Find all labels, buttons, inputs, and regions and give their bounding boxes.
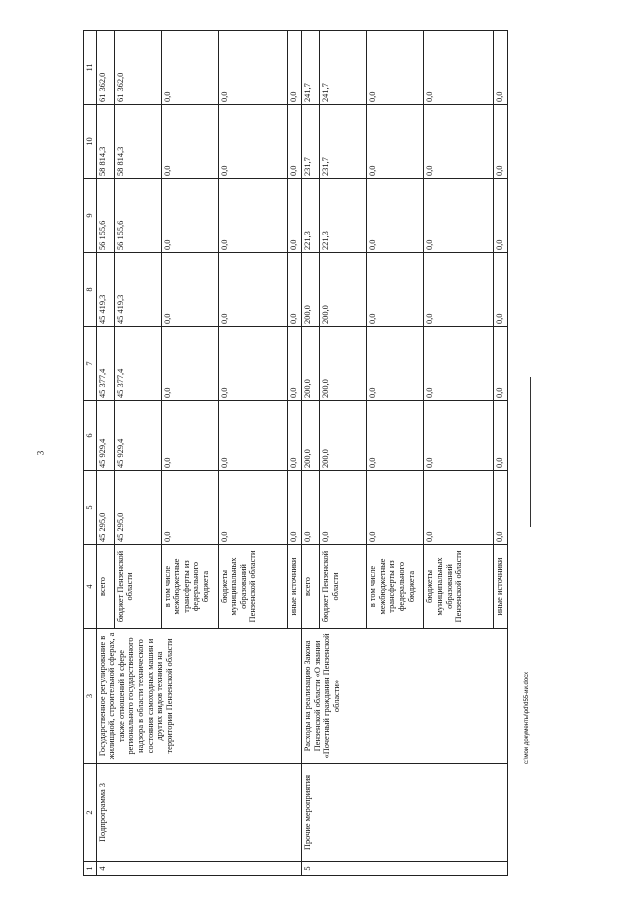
- value-cell: 0,0: [424, 31, 493, 105]
- value-cell: 0,0: [302, 471, 320, 545]
- value-cell: 200,0: [320, 401, 367, 471]
- row-name-cell: Подпрограмма 3: [96, 764, 302, 862]
- value-cell: 0,0: [493, 253, 507, 327]
- value-cell: 56 155,6: [114, 179, 161, 253]
- value-cell: 45 419,3: [96, 253, 114, 327]
- row-desc-cell: Государственное регулирование в жилищной, строительной сферах, а также отношений в сфере регионального государственного надзора в области технического состояния самоходных машин и других видов техники на территории Пензенской области: [96, 629, 302, 764]
- value-cell: 45 295,0: [114, 471, 161, 545]
- value-cell: 45 295,0: [96, 471, 114, 545]
- value-cell: 0,0: [493, 401, 507, 471]
- separator-line: [530, 377, 531, 527]
- col-header: 8: [84, 253, 97, 327]
- col-header: 4: [84, 545, 97, 629]
- col-header: 7: [84, 327, 97, 401]
- value-cell: 61 362,0: [96, 31, 114, 105]
- source-label-cell: бюджеты муниципальных образований Пензенской области: [424, 545, 493, 629]
- value-cell: 0,0: [424, 179, 493, 253]
- value-cell: 0,0: [288, 471, 302, 545]
- col-header: 10: [84, 105, 97, 179]
- value-cell: 200,0: [302, 253, 320, 327]
- value-cell: 45 377,4: [96, 327, 114, 401]
- value-cell: 0,0: [218, 401, 287, 471]
- budget-table: [83, 30, 508, 876]
- value-cell: 45 377,4: [114, 327, 161, 401]
- col-header: 6: [84, 401, 97, 471]
- value-cell: 200,0: [320, 327, 367, 401]
- value-cell: 0,0: [288, 401, 302, 471]
- value-cell: 0,0: [161, 31, 218, 105]
- value-cell: 0,0: [161, 253, 218, 327]
- value-cell: 0,0: [367, 327, 424, 401]
- page-number: 3: [35, 450, 46, 456]
- value-cell: 0,0: [424, 327, 493, 401]
- table-row: [96, 31, 114, 876]
- col-header: 2: [84, 764, 97, 862]
- col-header: 11: [84, 31, 97, 105]
- value-cell: 0,0: [424, 105, 493, 179]
- value-cell: 0,0: [367, 105, 424, 179]
- col-header: 9: [84, 179, 97, 253]
- value-cell: 0,0: [424, 471, 493, 545]
- value-cell: 0,0: [367, 471, 424, 545]
- value-cell: 0,0: [161, 401, 218, 471]
- source-label-cell: всего: [96, 545, 114, 629]
- value-cell: 0,0: [367, 179, 424, 253]
- value-cell: 0,0: [367, 31, 424, 105]
- value-cell: 58 814,3: [114, 105, 161, 179]
- row-num-cell: 5: [302, 862, 508, 876]
- value-cell: 61 362,0: [114, 31, 161, 105]
- value-cell: 0,0: [367, 401, 424, 471]
- value-cell: 200,0: [302, 327, 320, 401]
- row-name-cell: Прочие мероприятия: [302, 764, 508, 862]
- value-cell: 0,0: [424, 401, 493, 471]
- source-label-cell: всего: [302, 545, 320, 629]
- footer-file-path: c:\мои документы\pd\d55-ии.docx: [524, 671, 530, 764]
- col-header: 1: [84, 862, 97, 876]
- value-cell: 200,0: [302, 401, 320, 471]
- value-cell: 0,0: [218, 105, 287, 179]
- value-cell: 0,0: [367, 253, 424, 327]
- value-cell: 45 929,4: [96, 401, 114, 471]
- value-cell: 56 155,6: [96, 179, 114, 253]
- value-cell: 241,7: [302, 31, 320, 105]
- value-cell: 0,0: [218, 179, 287, 253]
- col-header: 5: [84, 471, 97, 545]
- value-cell: 241,7: [320, 31, 367, 105]
- value-cell: 0,0: [161, 105, 218, 179]
- source-label-cell: бюджет Пензенской области: [114, 545, 161, 629]
- col-header: 3: [84, 629, 97, 764]
- value-cell: 45 929,4: [114, 401, 161, 471]
- header-row: [84, 31, 97, 876]
- value-cell: 0,0: [320, 471, 367, 545]
- source-label-cell: в том числе межбюджетные трансферты из федерального бюджета: [161, 545, 218, 629]
- row-desc-cell: Расходы на реализацию Закона Пензенской области «О звании «Почетный гражданин Пензенской области»: [302, 629, 508, 764]
- row-num-cell: 4: [96, 862, 302, 876]
- value-cell: 45 419,3: [114, 253, 161, 327]
- source-label-cell: иные источники: [288, 545, 302, 629]
- source-label-cell: иные источники: [493, 545, 507, 629]
- value-cell: 221,3: [302, 179, 320, 253]
- value-cell: 0,0: [161, 327, 218, 401]
- value-cell: 58 814,3: [96, 105, 114, 179]
- value-cell: 0,0: [493, 327, 507, 401]
- source-label-cell: бюджет Пензенской области: [320, 545, 367, 629]
- value-cell: 0,0: [161, 179, 218, 253]
- value-cell: 200,0: [320, 253, 367, 327]
- value-cell: 0,0: [218, 253, 287, 327]
- value-cell: 0,0: [288, 253, 302, 327]
- value-cell: 0,0: [218, 31, 287, 105]
- value-cell: 0,0: [493, 31, 507, 105]
- value-cell: 231,7: [320, 105, 367, 179]
- value-cell: 231,7: [302, 105, 320, 179]
- table-row: [302, 31, 320, 876]
- source-label-cell: в том числе межбюджетные трансферты из федерального бюджета: [367, 545, 424, 629]
- value-cell: 0,0: [288, 327, 302, 401]
- value-cell: 0,0: [288, 31, 302, 105]
- value-cell: 221,3: [320, 179, 367, 253]
- value-cell: 0,0: [288, 179, 302, 253]
- rotated-sheet: [83, 31, 508, 876]
- value-cell: 0,0: [424, 253, 493, 327]
- value-cell: 0,0: [218, 327, 287, 401]
- value-cell: 0,0: [161, 471, 218, 545]
- source-label-cell: бюджеты муниципальных образований Пензенской области: [218, 545, 287, 629]
- value-cell: 0,0: [493, 105, 507, 179]
- value-cell: 0,0: [493, 179, 507, 253]
- value-cell: 0,0: [493, 471, 507, 545]
- value-cell: 0,0: [288, 105, 302, 179]
- value-cell: 0,0: [218, 471, 287, 545]
